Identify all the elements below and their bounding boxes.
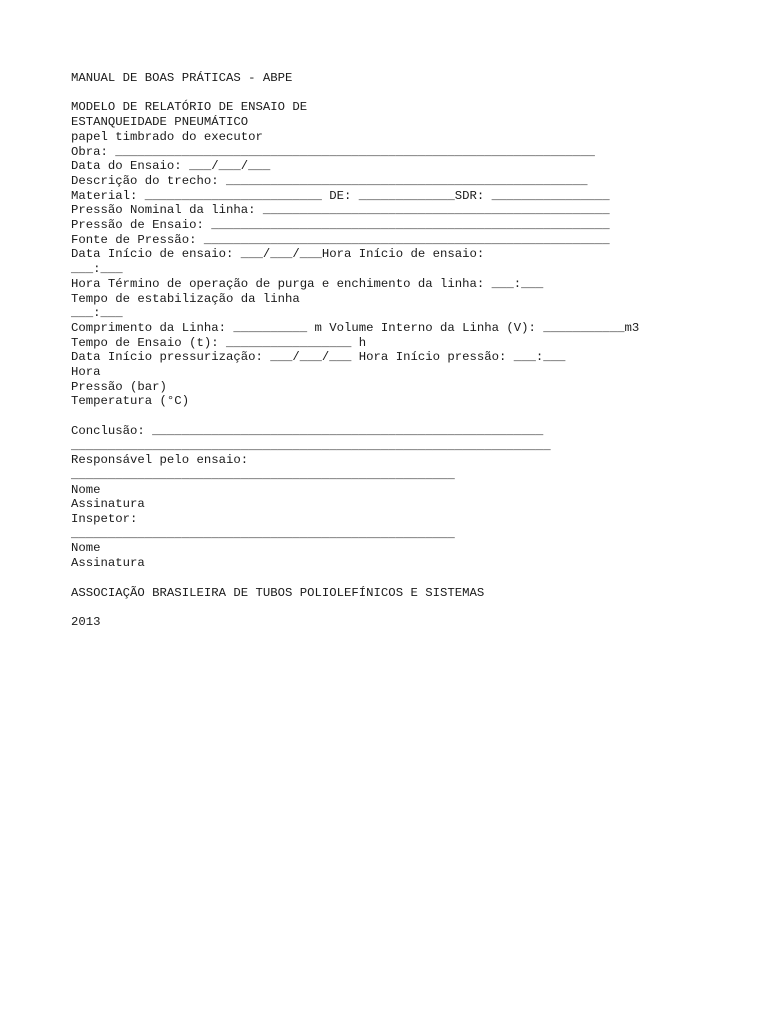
hora-label: Hora — [71, 365, 101, 380]
temperatura-label: Temperatura (°C) — [71, 394, 190, 409]
hora-inicio-blank: ___:___ — [71, 262, 123, 277]
inspetor-label: Inspetor: — [71, 512, 138, 527]
report-title-line-2: ESTANQUEIDADE PNEUMÁTICO — [71, 115, 249, 130]
pressao-ensaio-field: Pressão de Ensaio: ______________________________________________________ — [71, 218, 610, 233]
inspetor-signature-line: ____________________________________________________ — [71, 526, 455, 541]
spacer — [71, 409, 731, 424]
pressao-bar-label: Pressão (bar) — [71, 379, 167, 394]
pressao-nominal-field: Pressão Nominal da linha: _______________________________________________ — [71, 203, 610, 218]
responsavel-label: Responsável pelo ensaio: — [71, 453, 249, 468]
tempo-estabilizacao-blank: ___:___ — [71, 306, 123, 321]
responsavel-signature-line: ____________________________________________________ — [71, 467, 455, 482]
descricao-trecho-field: Descrição do trecho: _________________________________________________ — [71, 173, 588, 188]
responsavel-nome: Nome — [71, 482, 101, 497]
letterhead-note: papel timbrado do executor — [71, 129, 263, 144]
inspetor-nome: Nome — [71, 541, 101, 556]
data-inicio-ensaio-field: Data Início de ensaio: ___/___/___Hora Início de ensaio: — [71, 247, 485, 262]
inspetor-assinatura: Assinatura — [71, 556, 145, 571]
obra-field: Obra: _________________________________________________________________ — [71, 144, 595, 159]
conclusao-field: Conclusão: _____________________________________________________ — [71, 423, 544, 438]
document-year: 2013 — [71, 614, 101, 629]
spacer — [71, 86, 731, 101]
material-field: Material: ________________________ DE: _____________SDR: ________________ — [71, 188, 610, 203]
comprimento-field: Comprimento da Linha: __________ m Volume Interno da Linha (V): ___________m3 — [71, 320, 640, 335]
data-inicio-pressurizacao-field: Data Início pressurização: ___/___/___ Hora Início pressão: ___:___ — [71, 350, 566, 365]
document-page — [71, 71, 731, 630]
conclusao-continuation: _________________________________________________________________ — [71, 438, 551, 453]
data-ensaio-field: Data do Ensaio: ___/___/___ — [71, 159, 271, 174]
manual-title: MANUAL DE BOAS PRÁTICAS - ABPE — [71, 71, 293, 85]
tempo-estabilizacao-label: Tempo de estabilização da linha — [71, 291, 300, 306]
spacer — [71, 571, 731, 586]
report-title-line-1: MODELO DE RELATÓRIO DE ENSAIO DE — [71, 100, 308, 115]
fonte-pressao-field: Fonte de Pressão: _______________________________________________________ — [71, 232, 610, 247]
hora-termino-field: Hora Término de operação de purga e enchimento da linha: ___:___ — [71, 276, 544, 291]
responsavel-assinatura: Assinatura — [71, 497, 145, 512]
tempo-ensaio-field: Tempo de Ensaio (t): _________________ h — [71, 335, 367, 350]
association-name: ASSOCIAÇÃO BRASILEIRA DE TUBOS POLIOLEFÍNICOS E SISTEMAS — [71, 585, 485, 600]
spacer — [71, 600, 731, 615]
